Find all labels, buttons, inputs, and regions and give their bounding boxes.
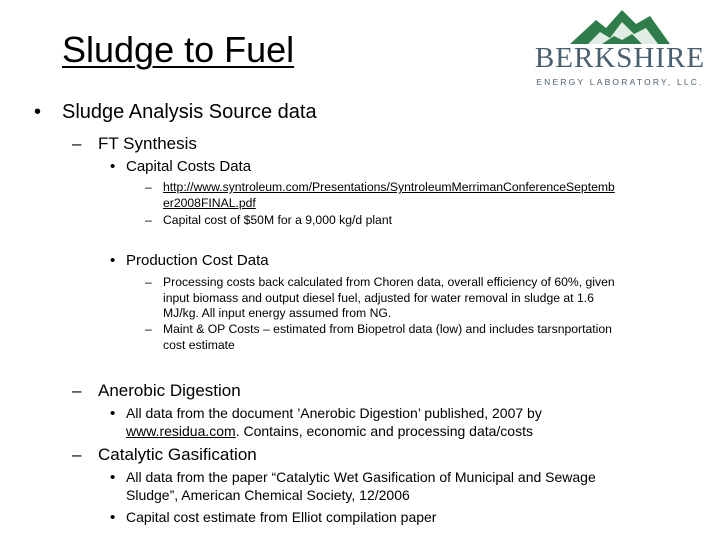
maint-op-costs-text <box>163 322 612 353</box>
logo-subtitle: ENERGY LABORATORY, LLC. <box>536 77 704 87</box>
dash-marker: – <box>145 322 152 336</box>
syntroleum-url-line1[interactable]: http://www.syntroleum.com/Presentations/SyntroleumMerrimanConferenceSeptemb <box>163 180 615 194</box>
capital-cost-text: Capital cost of $50M for a 9,000 kg/d plant <box>163 213 392 227</box>
dash-marker: – <box>145 275 152 289</box>
anaerobic-heading: Anerobic Digestion <box>98 381 241 400</box>
slide-title: Sludge to Fuel <box>62 29 295 70</box>
catalytic-line-1: All data from the paper “Catalytic Wet Gasification of Municipal and Sewage <box>126 469 596 485</box>
dash-marker: – <box>72 134 82 153</box>
mountain-logo-icon <box>518 4 718 44</box>
production-cost-heading: Production Cost Data <box>126 252 269 269</box>
catalytic-heading: Catalytic Gasification <box>98 445 257 464</box>
dash-marker: – <box>72 381 82 400</box>
capital-costs-heading: Capital Costs Data <box>126 158 252 175</box>
processing-line-2: input biomass and output diesel fuel, adjusted for water removal in sludge at 1.6 <box>163 290 594 305</box>
bullet-dot: • <box>110 469 116 486</box>
logo-wordmark: BERKSHIRE <box>534 42 706 74</box>
main-bullet-text: Sludge Analysis Source data <box>62 101 317 123</box>
bullet-dot: • <box>110 158 116 175</box>
syntroleum-link[interactable] <box>163 180 703 211</box>
syntroleum-url-line2[interactable]: er2008FINAL.pdf <box>163 195 256 210</box>
elliot-estimate-text: Capital cost estimate from Elliot compilation paper <box>126 509 437 525</box>
berkshire-logo <box>518 4 718 96</box>
bullet-dot: • <box>110 252 116 269</box>
catalytic-line-2: Sludge”, American Chemical Society, 12/2006 <box>126 487 410 503</box>
catalytic-paper-text <box>126 468 596 504</box>
bullet-dot: • <box>34 101 42 123</box>
bullet-dot: • <box>110 405 116 422</box>
processing-line-3: MJ/kg. All input energy assumed from NG. <box>163 306 392 320</box>
processing-costs-text <box>163 275 615 322</box>
dash-marker: – <box>72 445 82 464</box>
anaerobic-line-2: . Contains, economic and processing data/costs <box>235 423 533 439</box>
anaerobic-text <box>126 404 542 440</box>
residua-link[interactable]: www.residua.com <box>126 423 236 439</box>
bullet-dot: • <box>110 509 116 526</box>
maint-line-2: cost estimate <box>163 337 235 352</box>
dash-marker: – <box>145 180 152 194</box>
maint-line-1: Maint & OP Costs – estimated from Biopetrol data (low) and includes tarsnportation <box>163 322 612 336</box>
dash-marker: – <box>145 213 152 227</box>
anaerobic-line-1: All data from the document ’Anerobic Digestion’ published, 2007 by <box>126 405 542 421</box>
ft-synthesis-heading: FT Synthesis <box>98 134 197 153</box>
processing-line-1: Processing costs back calculated from Choren data, overall efficiency of 60%, given <box>163 275 615 289</box>
